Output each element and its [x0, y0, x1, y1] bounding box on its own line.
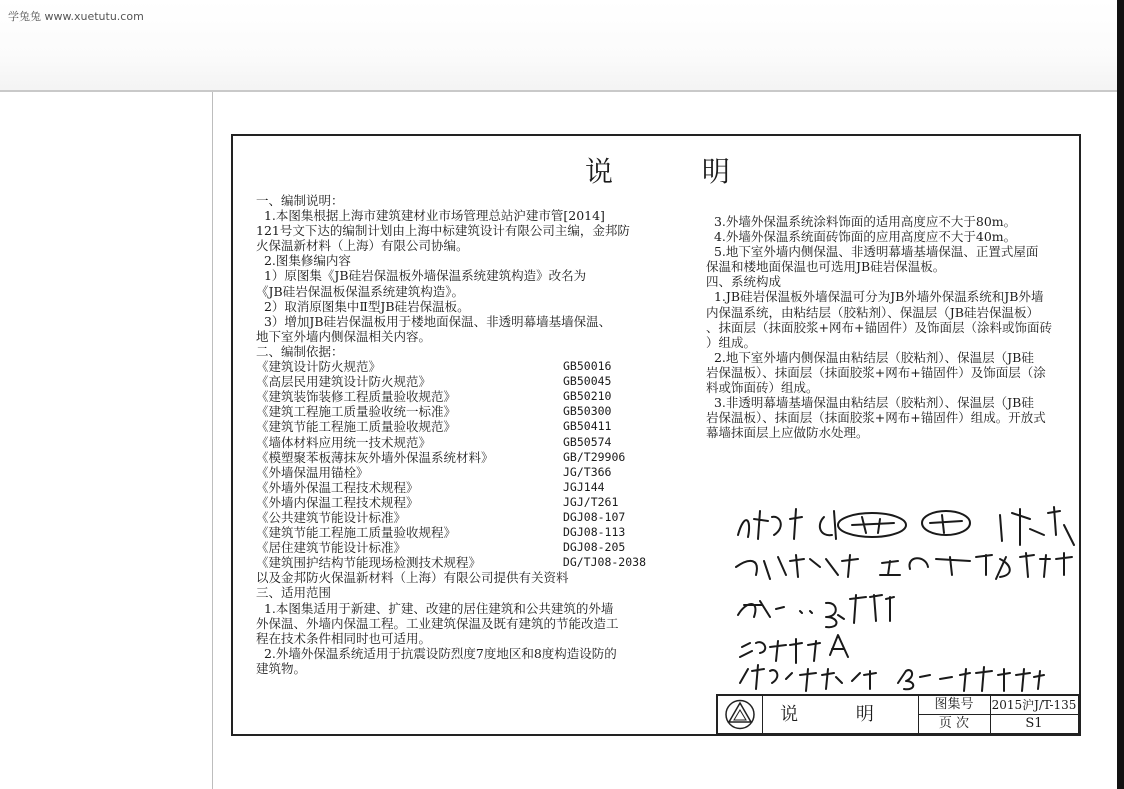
standard-row	[256, 555, 646, 570]
atlas-number-label: 图集号	[918, 696, 991, 715]
standard-code: JG/T366	[563, 464, 612, 479]
text-line: 内保温系统，由粘结层（胶粘剂）、保温层（JB硅岩保温板）	[706, 304, 1039, 320]
title-block	[716, 694, 1080, 735]
standard-row	[256, 389, 646, 404]
standard-title: 《高层民用建筑设计防火规范》	[256, 374, 432, 390]
text-line: 保温和楼地面保温也可选用JB硅岩保温板。	[706, 259, 946, 275]
text-line: 2）取消原图集中Ⅱ型JB硅岩保温板。	[256, 298, 470, 314]
text-line: 2.图集修编内容	[256, 253, 351, 269]
standard-row	[256, 404, 646, 419]
standard-title: 《外墙保温用锚栓》	[256, 464, 369, 480]
scan-fold-line	[212, 92, 213, 789]
title-block-logo	[718, 696, 763, 733]
atlas-number-value: 2015沪J/T-135	[990, 696, 1078, 715]
triangle-logo-icon	[718, 696, 762, 733]
watermark-text: 学兔兔 www.xuetutu.com	[8, 10, 144, 23]
standard-title: 《外墙内保温工程技术规程》	[256, 494, 419, 510]
text-line: 5.地下室外墙内侧保温、非透明幕墙基墙保温、正置式屋面	[706, 244, 1039, 260]
standard-code: JGJ/T261	[563, 494, 619, 509]
text-line: 3）增加JB硅岩保温板用于楼地面保温、非透明幕墙基墙保温、	[256, 313, 612, 329]
text-line: 4.外墙外保温系统面砖饰面的应用高度应不大于40m。	[706, 229, 1017, 245]
text-line: 外保温、外墙内保温工程。工业建筑保温及既有建筑的节能改造工	[256, 615, 619, 631]
standard-code: GB/T29906	[563, 449, 626, 464]
standard-code: DGJ08-107	[563, 509, 626, 524]
text-line: 1.本图集适用于新建、扩建、改建的居住建筑和公共建筑的外墙	[256, 600, 614, 616]
title-block-name: 说 明	[762, 696, 919, 733]
text-line: 程在技术条件相同时也可适用。	[256, 630, 432, 646]
standard-row	[256, 359, 646, 374]
scan-dark-edge	[1117, 0, 1124, 789]
text-line: 、抹面层（抹面胶浆+网布+锚固件）及饰面层（涂料或饰面砖	[706, 319, 1052, 335]
standard-code: GB50016	[563, 359, 612, 374]
text-line: 2.外墙外保温系统适用于抗震设防烈度7度地区和8度构造设防的	[256, 645, 617, 661]
text-line: 幕墙抹面层上应做防水处理。	[706, 425, 869, 441]
text-line: 1）原图集《JB硅岩保温板外墙保温系统建筑构造》改名为	[256, 268, 587, 284]
standard-code: DG/TJ08-2038	[562, 555, 646, 570]
text-line: 建筑物。	[256, 660, 307, 676]
standard-row	[256, 419, 646, 434]
standard-code: GB50210	[563, 389, 612, 404]
standard-title: 《墙体材料应用统一技术规范》	[256, 434, 432, 450]
standard-row	[256, 540, 646, 555]
section-2-heading: 二、编制依据：	[256, 343, 344, 359]
text-line: 1.本图集根据上海市建筑建材业市场管理总站沪建市管[2014]	[256, 208, 605, 224]
standard-title: 《建筑节能工程施工质量验收规程》	[256, 525, 457, 541]
standard-title: 《建筑装饰装修工程质量验收规范》	[256, 389, 457, 405]
text-line: 3.外墙外保温系统涂料饰面的适用高度应不大于80m。	[706, 214, 1017, 229]
standard-row	[256, 465, 646, 480]
standard-code: JGJ144	[563, 479, 605, 494]
standard-row	[256, 510, 646, 525]
standard-row	[256, 495, 646, 510]
text-line: 1.JB硅岩保温板外墙保温可分为JB外墙外保温系统和JB外墙	[706, 289, 1044, 305]
standard-row	[256, 374, 646, 389]
text-line: ）组成。	[706, 334, 757, 350]
text-line: 《JB硅岩保温板保温系统建筑构造》。	[256, 283, 464, 299]
text-line: 岩保温板）、抹面层（抹面胶浆+网布+锚固件）及饰面层（涂	[706, 364, 1046, 380]
handwritten-notes	[730, 505, 1100, 695]
standard-title: 《模塑聚苯板薄抹灰外墙外保温系统材料》	[256, 449, 494, 465]
standard-code: DGJ08-113	[563, 525, 626, 540]
standard-row	[256, 435, 646, 450]
standard-code: GB50045	[563, 374, 612, 389]
standard-title: 《建筑围护结构节能现场检测技术规程》	[256, 555, 482, 571]
standard-title: 《建筑设计防火规范》	[256, 359, 382, 375]
text-line: 地下室外墙内侧保温相关内容。	[256, 328, 432, 344]
text-line: 121号文下达的编制计划由上海中标建筑设计有限公司主编，金邦防	[256, 223, 630, 239]
standard-code: GB50574	[563, 434, 612, 449]
standard-code: GB50411	[563, 419, 612, 434]
standard-title: 《建筑节能工程施工质量验收规范》	[256, 419, 457, 435]
section-1-heading: 一、编制说明：	[256, 193, 344, 208]
standard-code: GB50300	[563, 404, 612, 419]
standard-title: 《建筑工程施工质量验收统一标准》	[256, 404, 457, 420]
text-line: 2.地下室外墙内侧保温由粘结层（胶粘剂）、保温层（JB硅	[706, 349, 1034, 365]
page-title: 说 明	[585, 155, 770, 188]
text-line: 料或饰面砖）组成。	[706, 380, 819, 396]
standard-title: 《公共建筑节能设计标准》	[256, 509, 407, 525]
left-column	[256, 193, 666, 676]
section-3-heading: 三、适用范围	[256, 585, 332, 601]
section-4-heading: 四、系统构成	[706, 274, 782, 290]
standard-row	[256, 525, 646, 540]
right-column	[706, 214, 1068, 440]
text-line: 3.非透明幕墙基墙保温由粘结层（胶粘剂）、保温层（JB硅	[706, 395, 1034, 411]
text-line: 以及金邦防火保温新材料（上海）有限公司提供有关资料	[256, 570, 569, 586]
standard-row	[256, 450, 646, 465]
text-line: 火保温新材料（上海）有限公司协编。	[256, 238, 469, 254]
page-number-label: 页 次	[918, 715, 991, 733]
standard-code: DGJ08-205	[563, 540, 626, 555]
text-line: 岩保温板）、抹面层（抹面胶浆+网布+锚固件）组成。开放式	[706, 410, 1046, 426]
standard-title: 《外墙外保温工程技术规程》	[256, 479, 419, 495]
standard-title: 《居住建筑节能设计标准》	[256, 540, 407, 556]
scan-page-edge	[0, 90, 1124, 92]
standard-row	[256, 480, 646, 495]
scan-background	[0, 0, 1124, 92]
page-number-value: S1	[1025, 716, 1043, 731]
